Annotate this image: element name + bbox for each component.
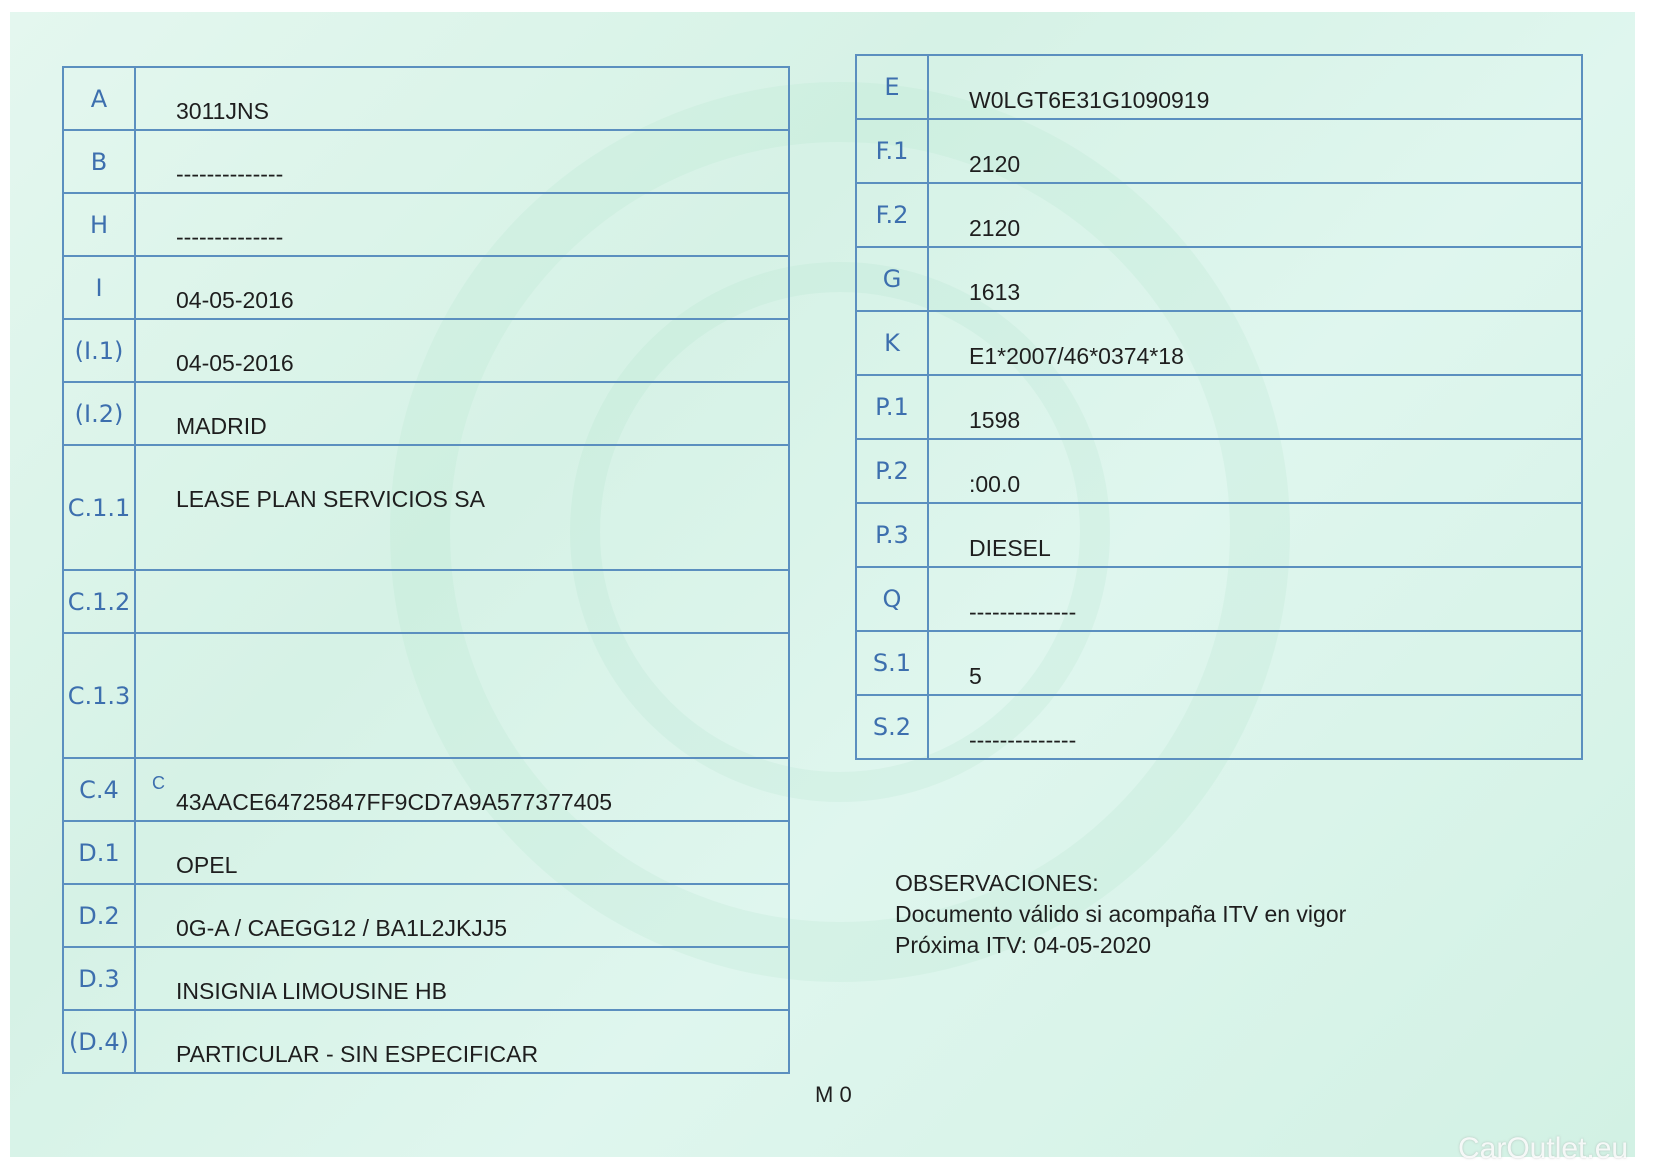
field-value: DIESEL xyxy=(928,503,1582,567)
observaciones-heading: OBSERVACIONES: xyxy=(895,870,1099,896)
right-field-table xyxy=(855,54,1583,760)
field-code: K xyxy=(856,311,928,375)
field-row-c12 xyxy=(63,570,789,633)
field-value: 1598 xyxy=(928,375,1582,439)
field-code: I xyxy=(63,256,135,319)
field-code: P.1 xyxy=(856,375,928,439)
field-code: C.1.3 xyxy=(63,633,135,758)
field-value xyxy=(135,570,789,633)
field-code: F.1 xyxy=(856,119,928,183)
field-value: 3011JNS xyxy=(135,67,789,130)
field-value: MADRID xyxy=(135,382,789,445)
field-row-i2 xyxy=(63,382,789,445)
field-code: Q xyxy=(856,567,928,631)
field-code: C.1.2 xyxy=(63,570,135,633)
c4-wrap xyxy=(152,773,613,815)
field-value: PARTICULAR - SIN ESPECIFICAR xyxy=(135,1010,789,1073)
field-code: D.3 xyxy=(63,947,135,1010)
field-value: 2120 xyxy=(928,183,1582,247)
field-row-p2 xyxy=(856,439,1582,503)
field-value: 1613 xyxy=(928,247,1582,311)
field-code: C.1.1 xyxy=(63,445,135,570)
field-row-c11 xyxy=(63,445,789,570)
field-row-g xyxy=(856,247,1582,311)
field-row-c4 xyxy=(63,758,789,821)
field-row-d3 xyxy=(63,947,789,1010)
field-code: H xyxy=(63,193,135,256)
field-row-c13 xyxy=(63,633,789,758)
field-value: 04-05-2016 xyxy=(135,256,789,319)
field-row-i xyxy=(63,256,789,319)
field-value: LEASE PLAN SERVICIOS SA xyxy=(135,445,789,570)
field-row-d4 xyxy=(63,1010,789,1073)
field-code: P.2 xyxy=(856,439,928,503)
c4-prefix: C xyxy=(152,773,165,793)
field-row-p3 xyxy=(856,503,1582,567)
field-value: 04-05-2016 xyxy=(135,319,789,382)
field-code: D.1 xyxy=(63,821,135,884)
field-code: A xyxy=(63,67,135,130)
field-value: -------------- xyxy=(135,193,789,256)
field-value: 0G-A / CAEGG12 / BA1L2JKJJ5 xyxy=(135,884,789,947)
field-row-h xyxy=(63,193,789,256)
field-code: (I.1) xyxy=(63,319,135,382)
field-code: S.1 xyxy=(856,631,928,695)
field-row-k xyxy=(856,311,1582,375)
field-value: W0LGT6E31G1090919 xyxy=(928,55,1582,119)
field-value: -------------- xyxy=(135,130,789,193)
field-value: 5 xyxy=(928,631,1582,695)
observaciones-line-1: Documento válido si acompaña ITV en vigor xyxy=(895,901,1347,927)
field-row-d1 xyxy=(63,821,789,884)
observaciones-line-2: Próxima ITV: 04-05-2020 xyxy=(895,932,1152,958)
field-value: 2120 xyxy=(928,119,1582,183)
field-row-a xyxy=(63,67,789,130)
field-row-f1 xyxy=(856,119,1582,183)
field-row-s2 xyxy=(856,695,1582,759)
field-value: :00.0 xyxy=(928,439,1582,503)
page-mark: M 0 xyxy=(815,1082,852,1107)
field-code: P.3 xyxy=(856,503,928,567)
field-code: C.4 xyxy=(63,758,135,821)
field-row-q xyxy=(856,567,1582,631)
field-code: G xyxy=(856,247,928,311)
observaciones-block xyxy=(895,868,1346,961)
field-row-e xyxy=(856,55,1582,119)
field-code: F.2 xyxy=(856,183,928,247)
field-value xyxy=(135,633,789,758)
field-code: D.2 xyxy=(63,884,135,947)
field-row-p1 xyxy=(856,375,1582,439)
field-code: S.2 xyxy=(856,695,928,759)
field-code: B xyxy=(63,130,135,193)
left-field-table xyxy=(62,66,790,1074)
c4-value: 43AACE64725847FF9CD7A9A577377405 xyxy=(176,789,613,815)
field-value: OPEL xyxy=(135,821,789,884)
field-code: (D.4) xyxy=(63,1010,135,1073)
field-row-i1 xyxy=(63,319,789,382)
site-logo-watermark: CarOutlet.eu xyxy=(1458,1132,1629,1165)
field-value: INSIGNIA LIMOUSINE HB xyxy=(135,947,789,1010)
field-row-d2 xyxy=(63,884,789,947)
field-code: (I.2) xyxy=(63,382,135,445)
field-value-c4 xyxy=(135,758,789,821)
field-value: -------------- xyxy=(928,695,1582,759)
field-row-f2 xyxy=(856,183,1582,247)
field-value: E1*2007/46*0374*18 xyxy=(928,311,1582,375)
field-row-s1 xyxy=(856,631,1582,695)
field-code: E xyxy=(856,55,928,119)
field-value: -------------- xyxy=(928,567,1582,631)
field-row-b xyxy=(63,130,789,193)
